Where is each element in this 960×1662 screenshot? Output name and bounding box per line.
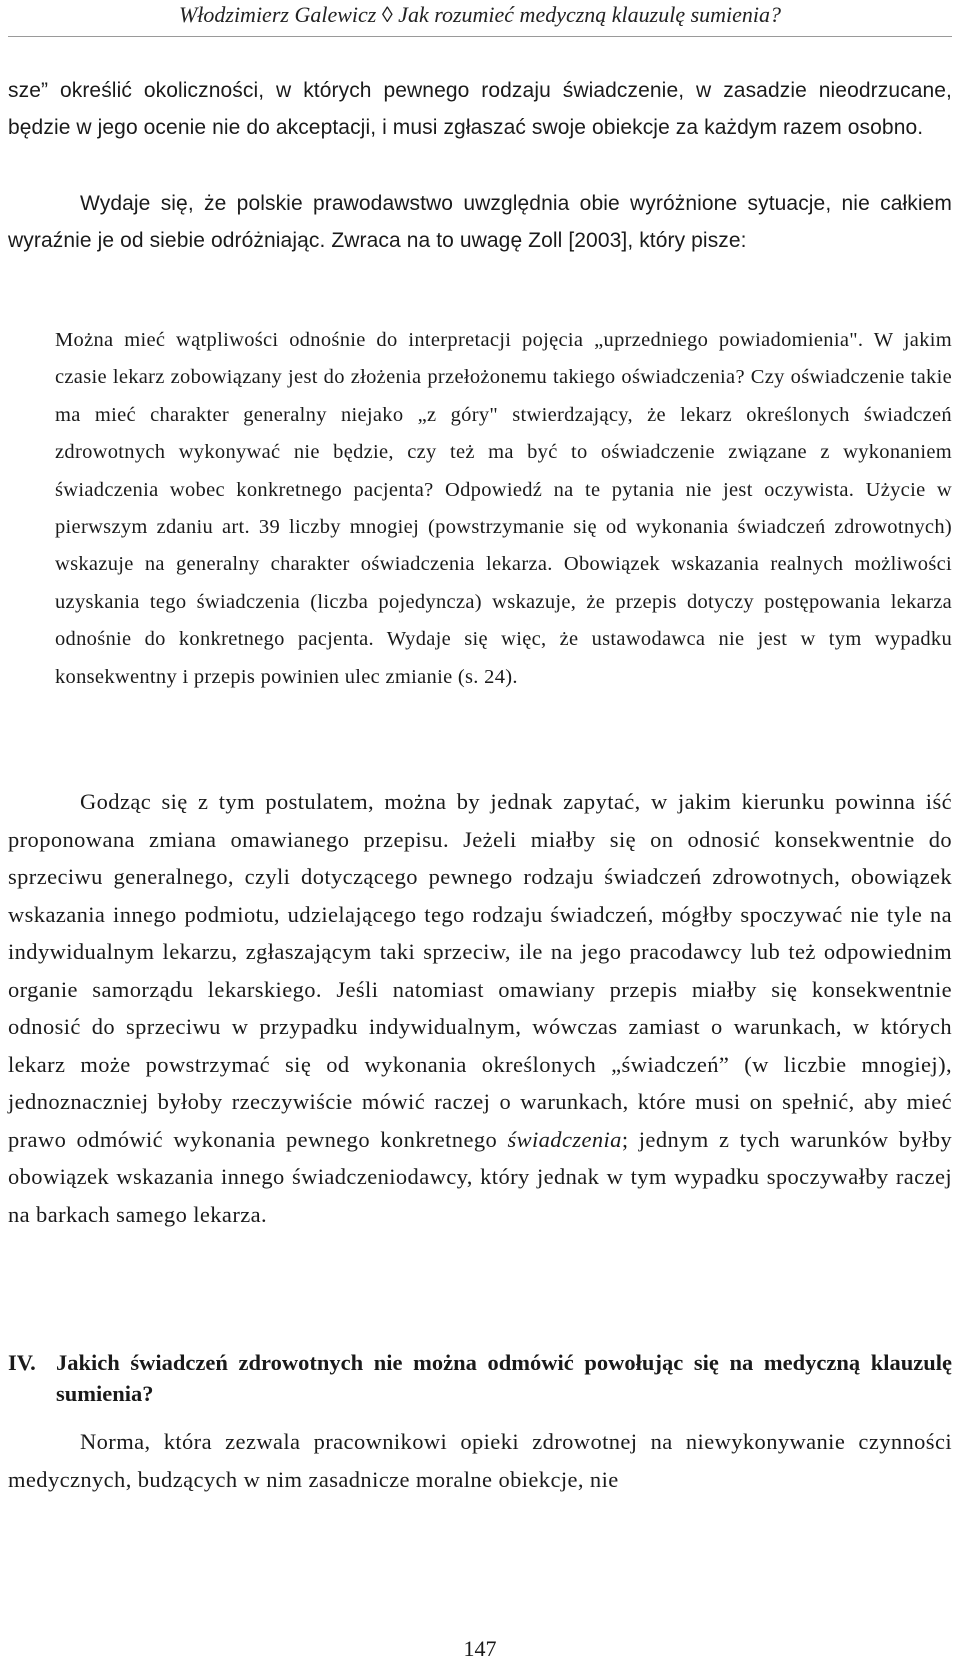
section-title: Jakich świadczeń zdrowotnych nie można odmówić powołując się na medyczną klauzulę sumienia? [56,1350,952,1406]
header-divider [8,36,952,37]
running-header: Włodzimierz Galewicz ◊ Jak rozumieć medyczną klauzulę sumienia? [178,2,782,27]
paragraph-norma: Norma, która zezwala pracownikowi opieki zdrowotnej na niewykonywanie czynności medycznych, budzących w nim zasadnicze moralne obiekcje, nie [8,1429,952,1492]
page-number: 147 [463,1636,497,1661]
paragraph-zoll-intro: Wydaje się, że polskie prawodawstwo uwzględnia obie wyróżnione sytuacje, nie całkiem wyraźnie je od siebie odróżniając. Zwraca na to uwagę Zoll [2003], który pisze: [8,192,952,252]
block-quote: Można mieć wątpliwości odnośnie do interpretacji pojęcia „uprzedniego powiadomienia". W jakim czasie lekarz zobowiązany jest do złożenia przełożonemu takiego oświadczenia? Czy oświadczenie takie ma mieć charakter generalny niejako „z góry" stwierdzający, że lekarz określonych świadczeń zdrowotnych wykonywać nie będzie, czy też ma być to oświadczenie związane z wykonaniem świadczenia wobec konkretnego pacjenta? Odpowiedź na te pytania nie jest oczywista. Użycie w pierwszym zdaniu art. 39 liczby mnogiej (powstrzymanie się od wykonania świadczeń zdrowotnych) wskazuje na generalny charakter oświadczenia lekarza. Obowiązek wskazania realnych możliwości uzyskania tego świadczenia (liczba pojedyncza) wskazuje, że przepis dotyczy postępowania lekarza odnośnie do konkretnego pacjenta. Wydaje się więc, że ustawodawca nie jest w tym wypadku konsekwentny i przepis powinien ulec zmianie (s. 24). [55,329,952,688]
paragraph-main-text-2: ; jednym z tych warunków byłby obowiązek wskazania innego świadczeniodawcy, który jednak w tym wypadku spoczywałby raczej na barkach samego lekarza. [8,1126,952,1227]
paragraph-continuation: sze” określić okoliczności, w których pewnego rodzaju świadczenie, w zasadzie nieodrzucane, będzie w jego ocenie nie do akceptacji, i musi zgłaszać swoje obiekcje za każdym razem osobno. [8,79,952,139]
section-heading [8,1347,952,1409]
paragraph-main-emphasis: świadczenia [507,1126,622,1152]
paragraph-main-text-1: Godząc się z tym postulatem, można by jednak zapytać, w jakim kierunku powinna iść proponowana zmiana omawianego przepisu. Jeżeli miałby się on odnosić konsekwentnie do sprzeciwu generalnego, czyli dotyczącego pewnego rodzaju świadczeń zdrowotnych, obowiązek wskazania innego podmiotu, udzielającego tego rodzaju świadczeń, mógłby spoczywać nie tyle na indywidualnym lekarzu, zgłaszającym taki sprzeciw, ile na jego pracodawcy lub też odpowiednim organie samorządu lekarskiego. Jeśli natomiast omawiany przepis miałby się konsekwentnie odnosić do sprzeciwu w przypadku indywidualnym, wówczas zamiast o warunkach, w których lekarz może powstrzymać się od wykonania określonych „świadczeń” (w liczbie mnogiej), jednoznaczniej byłoby rzeczywiście mówić raczej o warunkach, które musi on spełnić, aby mieć prawo odmówić wykonania pewnego konkretnego [8,789,952,1152]
paragraph-main [8,783,952,1233]
section-number: IV. [8,1350,36,1375]
